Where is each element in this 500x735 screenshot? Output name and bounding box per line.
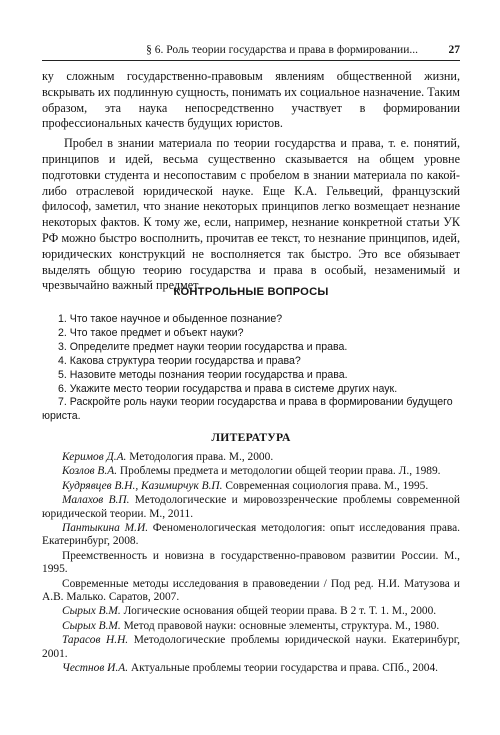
reference-author: Пантыкина М.И. (62, 522, 149, 535)
reference-item (42, 550, 460, 577)
reference-text: Современные методы исследования в правоведении / Под ред. Н.И. Матузова и А.В. Малько. Саратов, 2007. (42, 577, 460, 604)
reference-author: Сырых В.М. (62, 605, 121, 618)
reference-author: Керимов Д.А. (62, 451, 127, 463)
reference-item (42, 605, 460, 618)
reference-text: Методологические проблемы юридической науки. Екатеринбург, 2001. (42, 634, 460, 660)
question-item: 1. Что такое научное и обыденное познание? (58, 313, 283, 325)
reference-author: Тарасов Н.Н. (62, 634, 129, 647)
main-text (42, 69, 460, 294)
reference-item (42, 522, 460, 549)
reference-text: Феноменологическая методология: опыт исследования права. Екатеринбург, 2008. (42, 522, 461, 548)
question-item: 4. Какова структура теории государства и права? (58, 354, 301, 367)
reference-text: Проблемы предмета и методологии общей теории права. Л., 1989. (117, 465, 441, 478)
reference-text: Актуальные проблемы теории государства и права. СПб., 2004. (128, 662, 439, 675)
literature-list (42, 451, 460, 677)
running-title: § 6. Роль теории государства и права в формировании... (146, 44, 418, 56)
reference-text: Методологические и мировоззренческие проблемы современной юридической теории. М., 2011. (42, 494, 460, 520)
reference-item (42, 494, 460, 521)
reference-author: Кудрявцев В.Н., Казимирчук В.П. (62, 479, 223, 492)
questions-heading: КОНТРОЛЬНЫЕ ВОПРОСЫ (173, 286, 329, 298)
running-header (42, 40, 460, 61)
reference-item (42, 465, 460, 478)
question-item: 5. Назовите методы познания теории государства и права. (58, 368, 348, 381)
reference-author: Честнов И.А. (62, 662, 129, 675)
page-number: 27 (448, 44, 460, 56)
literature-heading: ЛИТЕРАТУРА (211, 431, 291, 444)
reference-author: Козлов В.А. (62, 465, 118, 478)
question-item: 3. Определите предмет науки теории государства и права. (58, 340, 348, 353)
question-item: 7. Раскройте роль науки теории государства и права в формировании будущего юриста. (42, 396, 453, 423)
reference-text: Метод правовой науки: основные элементы, структура. М., 1980. (120, 619, 440, 632)
question-item: 6. Укажите место теории государства и права в системе других наук. (58, 382, 398, 395)
paragraph: Пробел в знании материала по теории государства и права, т. е. понятий, принципов и идей, весьма существенно сказывается на общем уровне подготовки студента и несопоставим с пробелом в знании материала по какой-либо отраслевой юридической науке. Еще К.А. Гельвеций, французский философ, заметил, что знание некоторых принципов легко возмещает незнание некоторых фактов. К тому же, если, например, незнание конкретной статьи УК РФ можно быстро восполнить, прочитав ее текст, то незнание принципов, идей, юридических конструкций не восполняется так быстро. Это все обязывает выделять общую теорию государства и права в особый, незаменимый и чрезвычайно важный предмет. (42, 136, 460, 293)
paragraph: ку сложным государственно-правовым явлениям общественной жизни, вскрывать их подлинную сущность, понимать их социальное назначение. Таким образом, эта наука непосредственно участвует в формировании профессиональных качеств будущих юристов. (42, 69, 460, 131)
reference-item (42, 451, 460, 464)
reference-text: Логические основания общей теории права. В 2 т. Т. 1. М., 2000. (120, 605, 437, 618)
reference-author: Сырых В.М. (62, 619, 121, 632)
reference-item (42, 480, 460, 493)
reference-author: Малахов В.П. (62, 494, 130, 507)
questions-list (42, 313, 460, 424)
question-item: 2. Что такое предмет и объект науки? (58, 326, 244, 339)
reference-item (42, 578, 460, 605)
reference-text: Методология права. М., 2000. (126, 451, 274, 463)
reference-text: Современная социология права. М., 1995. (222, 479, 429, 492)
reference-item (42, 634, 460, 661)
reference-item (42, 620, 460, 633)
reference-item (42, 662, 460, 675)
reference-text: Преемственность и новизна в государственно-правовом развитии России. М., 1995. (42, 549, 460, 576)
